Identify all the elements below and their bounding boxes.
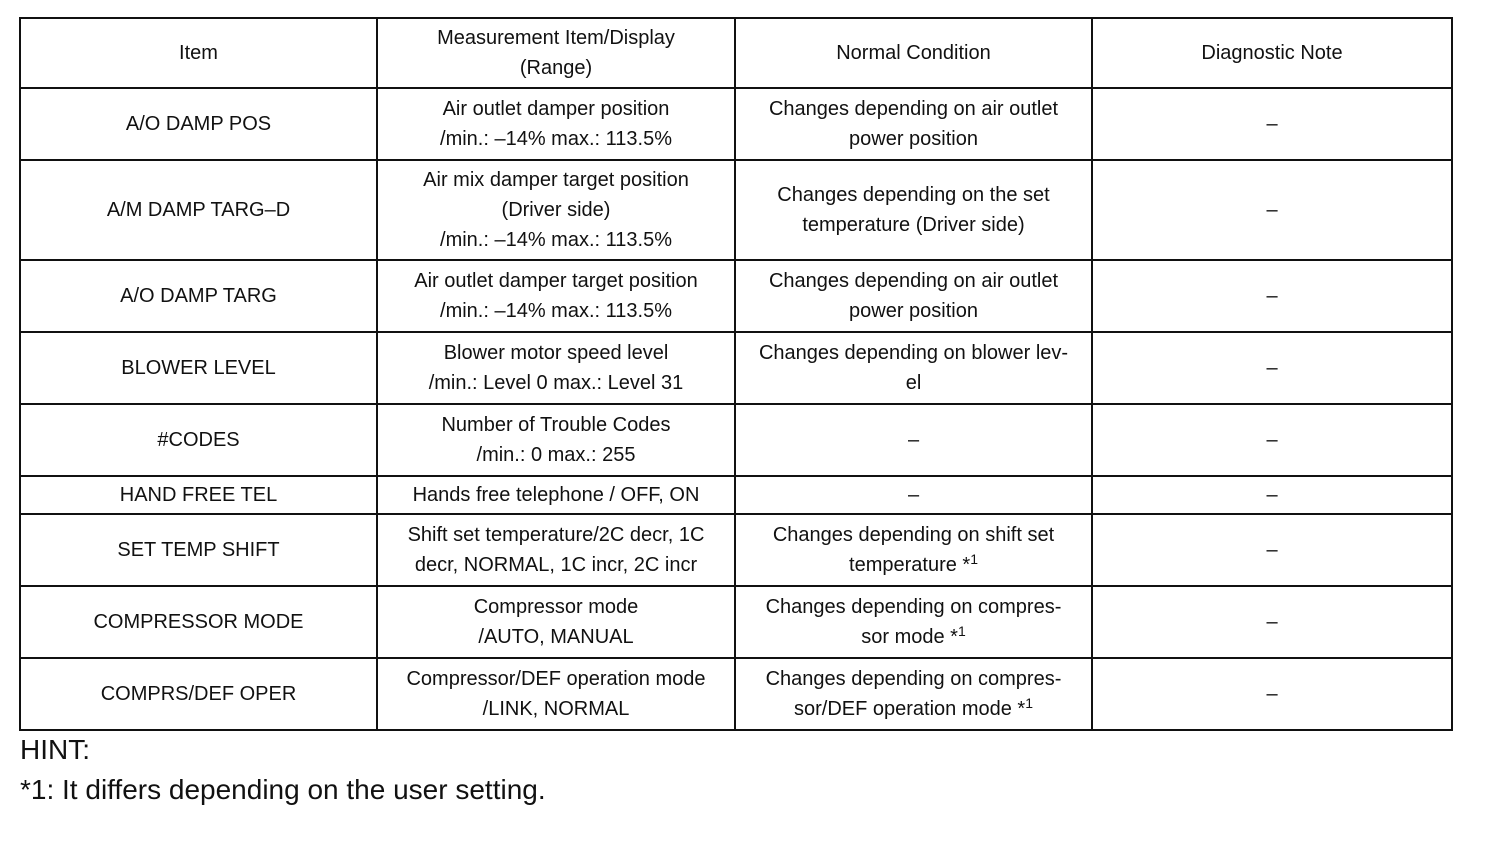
cell-measurement: Compressor/DEF operation mode /LINK, NORMAL	[377, 658, 735, 730]
cell-item: A/O DAMP POS	[20, 88, 377, 160]
table-row	[20, 586, 1452, 658]
table-row	[20, 88, 1452, 160]
cell-item: COMPRESSOR MODE	[20, 586, 377, 658]
cell-item: HAND FREE TEL	[20, 476, 377, 514]
cell-condition	[735, 332, 1092, 404]
condition-text: Changes depending on air outlet power position	[768, 98, 1059, 150]
cell-note: –	[1092, 514, 1452, 586]
header-measurement: Measurement Item/Display (Range)	[377, 18, 735, 88]
table-row	[20, 160, 1452, 260]
cell-item: A/M DAMP TARG–D	[20, 160, 377, 260]
cell-measurement: Air outlet damper position /min.: –14% max.: 113.5%	[377, 88, 735, 160]
cell-measurement: Blower motor speed level /min.: Level 0 max.: Level 31	[377, 332, 735, 404]
cell-item: COMPRS/DEF OPER	[20, 658, 377, 730]
cell-condition	[735, 476, 1092, 514]
condition-text: Changes depending on blower lev- el	[758, 342, 1069, 394]
table-header-row	[20, 18, 1452, 88]
cell-note: –	[1092, 332, 1452, 404]
header-normal-condition: Normal Condition	[735, 18, 1092, 88]
table-row	[20, 260, 1452, 332]
condition-text: Changes depending on air outlet power position	[768, 270, 1059, 322]
diagnostic-data-table	[19, 17, 1453, 731]
hint-title: HINT:	[20, 734, 90, 765]
table-row	[20, 404, 1452, 476]
cell-note: –	[1092, 658, 1452, 730]
cell-condition	[735, 160, 1092, 260]
cell-measurement: Compressor mode /AUTO, MANUAL	[377, 586, 735, 658]
condition-footnote-mark: 1	[970, 551, 978, 567]
cell-condition	[735, 514, 1092, 586]
cell-measurement: Air mix damper target position (Driver side) /min.: –14% max.: 113.5%	[377, 160, 735, 260]
cell-condition	[735, 404, 1092, 476]
header-diagnostic-note: Diagnostic Note	[1092, 18, 1452, 88]
table-row	[20, 476, 1452, 514]
cell-condition	[735, 658, 1092, 730]
cell-condition	[735, 88, 1092, 160]
cell-measurement: Hands free telephone / OFF, ON	[377, 476, 735, 514]
condition-footnote-mark: 1	[957, 623, 966, 639]
condition-text: Changes depending on compres- sor/DEF operation mode *	[765, 668, 1062, 720]
table-row	[20, 658, 1452, 730]
condition-text: –	[907, 484, 920, 506]
hint-footnote: *1: It differs depending on the user setting.	[20, 774, 546, 805]
cell-note: –	[1092, 88, 1452, 160]
cell-note: –	[1092, 404, 1452, 476]
cell-condition	[735, 586, 1092, 658]
table-row	[20, 514, 1452, 586]
condition-footnote-mark: 1	[1025, 695, 1034, 711]
cell-measurement: Air outlet damper target position /min.: –14% max.: 113.5%	[377, 260, 735, 332]
cell-item: BLOWER LEVEL	[20, 332, 377, 404]
condition-text: Changes depending on shift set temperature *	[772, 524, 1055, 576]
cell-item: SET TEMP SHIFT	[20, 514, 377, 586]
cell-measurement: Shift set temperature/2C decr, 1C decr, NORMAL, 1C incr, 2C incr	[377, 514, 735, 586]
cell-item: #CODES	[20, 404, 377, 476]
condition-text: –	[907, 429, 920, 451]
table-row	[20, 332, 1452, 404]
cell-note: –	[1092, 476, 1452, 514]
condition-text: Changes depending on the set temperature (Driver side)	[777, 184, 1050, 236]
cell-note: –	[1092, 260, 1452, 332]
cell-note: –	[1092, 160, 1452, 260]
header-item: Item	[20, 18, 377, 88]
cell-condition	[735, 260, 1092, 332]
cell-item: A/O DAMP TARG	[20, 260, 377, 332]
condition-text: Changes depending on compres- sor mode *	[765, 596, 1062, 648]
cell-measurement: Number of Trouble Codes /min.: 0 max.: 255	[377, 404, 735, 476]
cell-note: –	[1092, 586, 1452, 658]
